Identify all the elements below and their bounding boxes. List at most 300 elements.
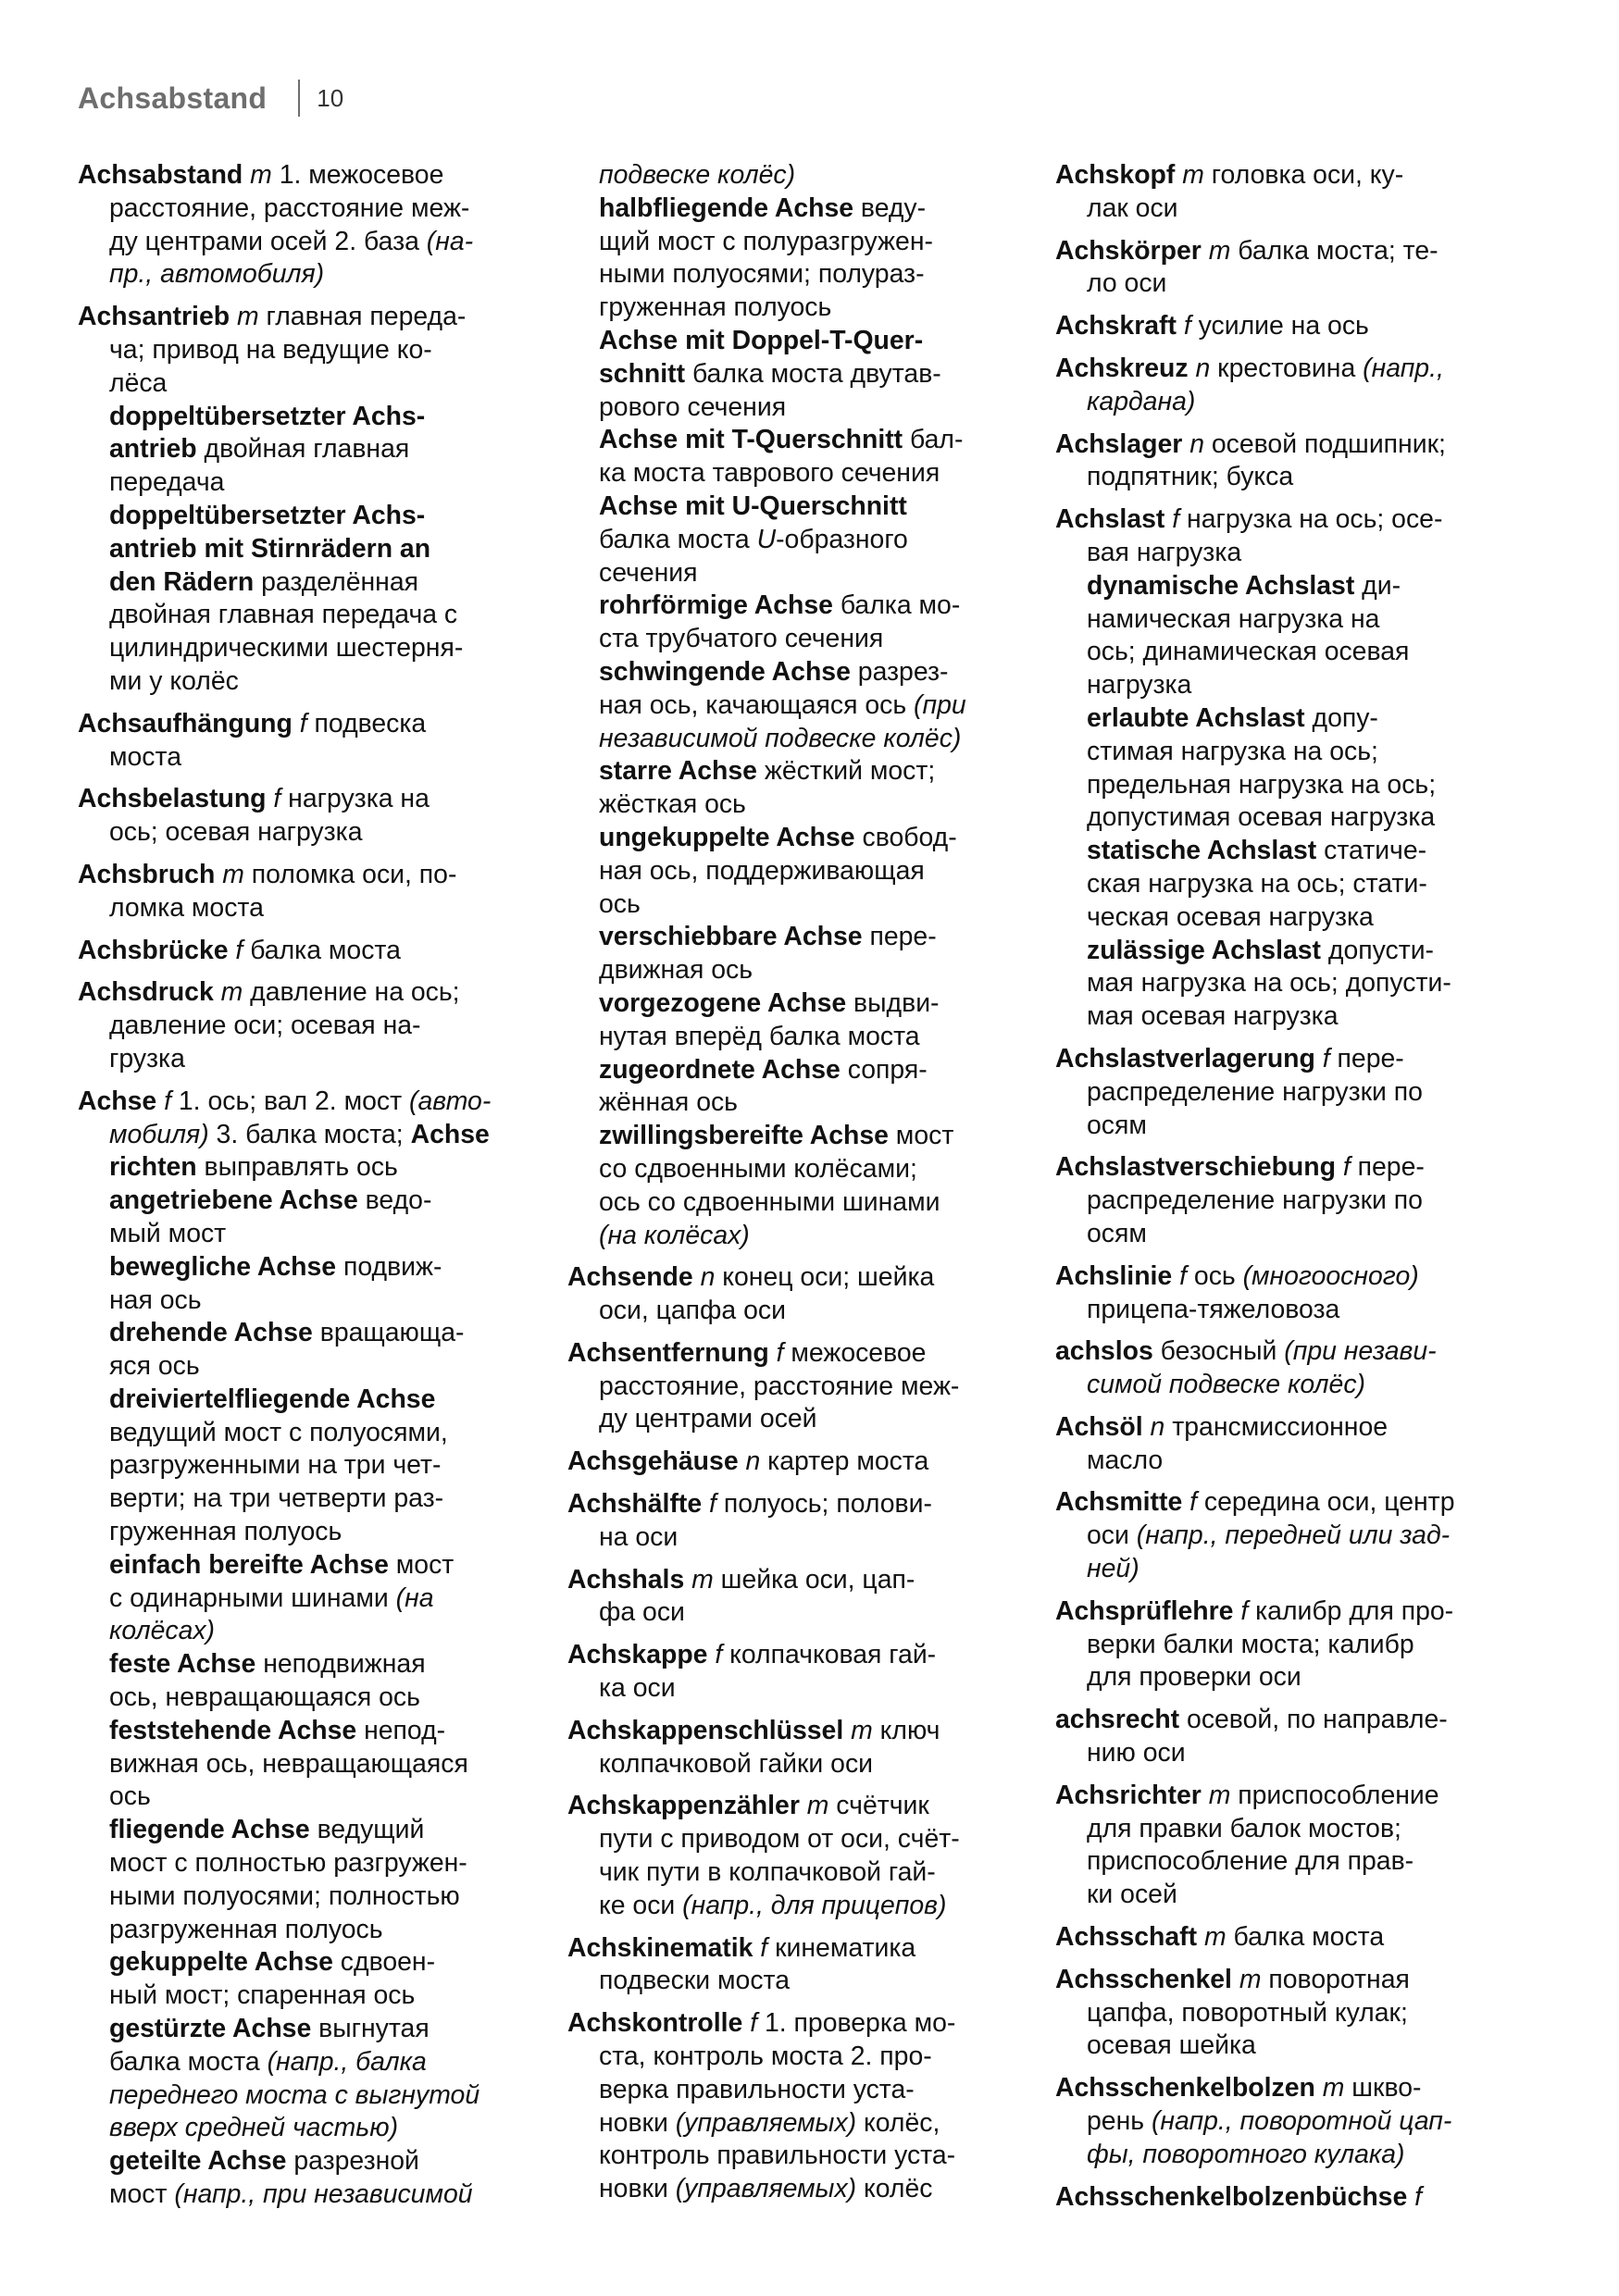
entry-continuation-line: [567, 623, 1003, 656]
translation: ключ: [872, 1715, 940, 1745]
entry-continuation-line: [1055, 1553, 1490, 1586]
headword: geteilte Achse: [109, 2146, 287, 2177]
translation: балка моста: [1226, 1922, 1385, 1953]
translation: моста: [109, 741, 181, 772]
translation: [1232, 1965, 1239, 1994]
entry-continuation-line: [567, 1186, 1003, 1220]
translation: намическая нагрузка на: [1087, 603, 1380, 634]
grammar-or-note: U: [756, 524, 777, 554]
entry-continuation-line: [1055, 1997, 1490, 2030]
translation: мост: [388, 1549, 455, 1580]
entry-continuation-line: [1055, 2139, 1490, 2172]
grammar-or-note: f: [273, 784, 281, 814]
entry-continuation-line: [567, 822, 1003, 855]
headword: Achskappenschlüssel: [567, 1715, 844, 1745]
grammar-or-note: m: [236, 302, 259, 332]
entry-line: [78, 935, 513, 968]
headword: feststehende Achse: [109, 1715, 357, 1745]
translation: оси, цапфа оси: [599, 1296, 786, 1326]
headword: statische Achslast: [1087, 836, 1317, 866]
headword: den Rädern: [109, 566, 255, 597]
entry-continuation-line: [567, 723, 1003, 756]
entry-line: [78, 859, 513, 892]
translation: ми у колёс: [109, 665, 239, 696]
entry-line: [1055, 1043, 1490, 1076]
translation: головка оси, ку-: [1203, 160, 1404, 190]
entry-continuation-line: [78, 1648, 513, 1682]
grammar-or-note: (на: [395, 1582, 434, 1613]
grammar-or-note: m: [220, 977, 243, 1008]
grammar-or-note: f: [1189, 1487, 1198, 1518]
entry-line: [78, 301, 513, 334]
translation: ось; динамическая осевая: [1087, 637, 1410, 667]
entry-line: [567, 1337, 1003, 1371]
entry-line: [78, 708, 513, 741]
translation: ди-: [1354, 570, 1401, 601]
entry-continuation-line: [567, 1856, 1003, 1890]
translation: [1182, 1487, 1189, 1517]
translation: новки: [599, 2174, 676, 2204]
entry-line: [567, 1932, 1003, 1966]
translation: осям: [1087, 1110, 1147, 1140]
translation: оси: [1087, 1520, 1137, 1551]
grammar-or-note: (авто-: [408, 1086, 492, 1116]
translation: рового сечения: [599, 391, 787, 422]
grammar-or-note: (на колёсах): [599, 1220, 750, 1250]
grammar-or-note: f: [750, 2008, 758, 2039]
entry-continuation-line: [567, 358, 1003, 391]
translation: ными полуосями; полностью: [109, 1880, 460, 1911]
entry-line: [1055, 2072, 1490, 2105]
headword: Achsantrieb: [78, 302, 230, 332]
translation: вижная ось, невращающаяся: [109, 1748, 468, 1779]
entry-continuation-line: [1055, 603, 1490, 637]
translation: расстояние, расстояние меж-: [599, 1371, 960, 1401]
headword: antrieb: [109, 434, 197, 465]
grammar-or-note: n: [1189, 428, 1204, 459]
entry-continuation-line: [567, 2173, 1003, 2206]
translation: ный мост; спаренная ось: [109, 1980, 416, 2011]
grammar-or-note: (напр., при независимой: [174, 2179, 473, 2210]
translation: давление на ось;: [243, 977, 460, 1008]
translation: стимая нагрузка на ось;: [1087, 736, 1378, 766]
translation: [1197, 1922, 1204, 1952]
translation: балка моста; те-: [1230, 235, 1438, 266]
headword: ungekuppelte Achse: [599, 822, 855, 852]
translation: разрез-: [850, 656, 949, 687]
entry-continuation-line: [78, 1946, 513, 1980]
entry-line: [567, 1488, 1003, 1521]
entry-continuation-line: [567, 1371, 1003, 1404]
headword: Achslast: [1055, 504, 1165, 535]
entry-continuation-line: [1055, 1629, 1490, 1662]
headword: achsrecht: [1055, 1705, 1180, 1735]
translation: осям: [1087, 1218, 1147, 1248]
headword: Achsbrücke: [78, 935, 229, 965]
translation: верки балки моста; калибр: [1087, 1629, 1414, 1659]
entry-continuation-line: [78, 1748, 513, 1781]
entry-continuation-line: [78, 1285, 513, 1318]
grammar-or-note: n: [1150, 1411, 1165, 1442]
translation: распределение нагрузки по: [1087, 1185, 1423, 1216]
entry-continuation-line: [78, 1615, 513, 1648]
headword: dreiviertelfliegende Achse: [109, 1384, 436, 1414]
entry-continuation-line: [78, 1781, 513, 1814]
headword: doppeltübersetzter Achs-: [109, 401, 426, 431]
grammar-or-note: (управляемых): [675, 2107, 857, 2138]
entry-continuation-line: [78, 1914, 513, 1947]
entry-line: [1055, 1704, 1490, 1737]
entry-continuation-line: [1055, 2105, 1490, 2139]
translation: для проверки оси: [1087, 1662, 1301, 1693]
entry-continuation-line: [78, 1010, 513, 1043]
translation: распределение нагрузки по: [1087, 1076, 1423, 1107]
translation: выгнутая: [311, 2014, 430, 2044]
entry-continuation-line: [78, 226, 513, 259]
entry-line: [1055, 1486, 1490, 1520]
entry-line: [1055, 1335, 1490, 1369]
grammar-or-note: (многоосного): [1242, 1260, 1419, 1291]
translation: приспособление: [1230, 1780, 1439, 1810]
translation: ду центрами осей: [599, 1404, 817, 1434]
entry-continuation-line: [1055, 570, 1490, 603]
headword: Achsrichter: [1055, 1780, 1202, 1810]
entry-continuation-line: [78, 665, 513, 699]
entry-continuation-line: [1055, 1110, 1490, 1143]
translation: прицепа-тяжеловоза: [1087, 1294, 1340, 1324]
grammar-or-note: (напр.,: [1363, 353, 1444, 383]
grammar-or-note: переднего моста с выгнутой: [109, 2079, 480, 2110]
entry-continuation-line: [567, 1890, 1003, 1923]
translation: нию оси: [1087, 1738, 1186, 1769]
entry-continuation-line: [78, 599, 513, 632]
translation: колпачковой гайки оси: [599, 1748, 874, 1779]
entry-continuation-line: [1055, 1845, 1490, 1879]
translation: ду центрами осей 2. база: [109, 226, 427, 256]
headword: Achsmitte: [1055, 1487, 1183, 1518]
translation: ведо-: [357, 1185, 432, 1216]
grammar-or-note: (напр., балка: [267, 2046, 427, 2077]
entry-continuation-line: [567, 1965, 1003, 1998]
translation: [1407, 2182, 1414, 2212]
translation: балка моста: [109, 2046, 268, 2077]
translation: балка мо-: [832, 590, 961, 621]
grammar-or-note: f: [1240, 1595, 1249, 1626]
headword: rohrförmige Achse: [599, 590, 833, 621]
translation: балка моста: [599, 524, 757, 554]
translation: со сдвоенными колёсами;: [599, 1153, 917, 1184]
entry-continuation-line: [1055, 935, 1490, 968]
entry-continuation-line: [1055, 386, 1490, 419]
translation: разгруженными на три чет-: [109, 1450, 442, 1481]
entry-line: [567, 1261, 1003, 1295]
translation: подвески моста: [599, 1966, 790, 1996]
entry-continuation-line: [1055, 1076, 1490, 1110]
entry-continuation-line: [78, 1483, 513, 1516]
translation: картер моста: [760, 1446, 929, 1477]
headword: erlaubte Achslast: [1087, 702, 1305, 733]
entry-continuation-line: [567, 788, 1003, 822]
translation: ось: [599, 888, 641, 919]
entry-continuation-line: [567, 192, 1003, 226]
headword: achslos: [1055, 1336, 1153, 1367]
translation: ось; осевая нагрузка: [109, 817, 363, 848]
entry-continuation-line: [567, 2041, 1003, 2074]
translation: [702, 1489, 709, 1519]
translation: расстояние, расстояние меж-: [109, 192, 470, 223]
entry-continuation-line: [78, 566, 513, 600]
entry-continuation-line: [1055, 636, 1490, 669]
translation: мост с полностью разгружен-: [109, 1848, 467, 1879]
entry-continuation-line: [78, 533, 513, 566]
translation: [215, 860, 222, 889]
translation: пути с приводом от оси, счёт-: [599, 1824, 960, 1855]
translation: ло оси: [1087, 268, 1167, 299]
translation: движная ось: [599, 955, 753, 986]
headword: Achskinematik: [567, 1932, 753, 1963]
page-number: 10: [317, 83, 344, 112]
headword: schnitt: [599, 358, 686, 389]
entry-continuation-line: [78, 1417, 513, 1450]
entry-line: [1055, 353, 1490, 386]
translation: грузка: [109, 1043, 185, 1074]
running-head: [78, 78, 343, 118]
entry-continuation-line: [567, 755, 1003, 788]
grammar-or-note: f: [709, 1489, 716, 1520]
translation: мост: [888, 1121, 954, 1151]
headword: vorgezogene Achse: [599, 987, 847, 1018]
entry-continuation-line: [567, 2074, 1003, 2107]
translation: ными полуосями; полураз-: [599, 259, 925, 290]
translation: [1202, 236, 1209, 266]
translation: веду-: [853, 192, 927, 223]
translation: ча; привод на ведущие ко-: [109, 334, 432, 365]
entry-continuation-line: [1055, 669, 1490, 702]
headword: starre Achse: [599, 756, 757, 787]
entry-continuation-line: [78, 632, 513, 665]
entry-continuation-line: [78, 1043, 513, 1076]
grammar-or-note: f: [1172, 504, 1180, 535]
translation: груженная полуось: [599, 292, 832, 323]
entry-continuation-line: [567, 159, 1003, 192]
translation: мая нагрузка на ось; допусти-: [1087, 968, 1451, 999]
entry-continuation-line: [1055, 1218, 1490, 1251]
translation: жёсткая ось: [599, 789, 746, 820]
headword: einfach bereifte Achse: [109, 1549, 389, 1580]
translation: [693, 1262, 701, 1292]
translation: передача: [109, 467, 225, 498]
headword: Achsöl: [1055, 1411, 1143, 1442]
entry-continuation-line: [78, 816, 513, 850]
translation: [1315, 1044, 1323, 1074]
translation: допустимая осевая нагрузка: [1087, 802, 1436, 833]
translation: [1315, 2073, 1323, 2103]
translation: сдвоен-: [332, 1947, 436, 1978]
grammar-or-note: m: [250, 160, 272, 190]
translation: с одинарными шинами: [109, 1582, 396, 1613]
entry-continuation-line: [78, 2145, 513, 2178]
translation: статиче-: [1316, 836, 1427, 866]
entry-continuation-line: [567, 921, 1003, 954]
grammar-or-note: f: [715, 1640, 723, 1670]
entry-continuation-line: [1055, 901, 1490, 935]
grammar-or-note: m: [1182, 160, 1204, 190]
entry-continuation-line: [567, 1596, 1003, 1630]
grammar-or-note: (напр., поворотной цап-: [1151, 2106, 1452, 2137]
entry-continuation-line: [567, 557, 1003, 590]
translation: фа оси: [599, 1597, 685, 1628]
translation: [1202, 1781, 1209, 1810]
entry-continuation-line: [78, 2178, 513, 2212]
translation: колёс: [856, 2174, 933, 2204]
translation: [1143, 1412, 1151, 1442]
entry-continuation-line: [1055, 801, 1490, 835]
entry-continuation-line: [567, 258, 1003, 292]
entry-continuation-line: [567, 954, 1003, 987]
translation: приспособление для прав-: [1087, 1846, 1414, 1877]
entry-continuation-line: [567, 1120, 1003, 1153]
headword: Achse: [78, 1086, 157, 1116]
translation: разгруженная полуось: [109, 1914, 383, 1944]
entry-line: [78, 783, 513, 816]
headword: dynamische Achslast: [1087, 570, 1355, 601]
translation: межосевое: [783, 1337, 927, 1368]
grammar-or-note: (при незави-: [1284, 1336, 1437, 1367]
grammar-or-note: m: [806, 1791, 829, 1821]
entry-continuation-line: [567, 457, 1003, 490]
grammar-or-note: мобиля): [109, 1119, 209, 1149]
headword: antrieb mit Stirnrädern an: [109, 533, 431, 564]
translation: мый мост: [109, 1218, 227, 1248]
translation: бал-: [903, 425, 964, 455]
headword: Achsbelastung: [78, 784, 267, 814]
translation: щий мост с полуразгружен-: [599, 226, 933, 256]
grammar-or-note: f: [164, 1086, 171, 1116]
translation: чик пути в колпачковой гай-: [599, 1857, 936, 1888]
headword: verschiebbare Achse: [599, 922, 863, 952]
entry-continuation-line: [567, 689, 1003, 723]
headword: Achskörper: [1055, 235, 1202, 266]
translation: контроль правильности уста-: [599, 2141, 956, 2171]
headword: gekuppelte Achse: [109, 1947, 333, 1978]
entry-continuation-line: [78, 892, 513, 925]
entry-continuation-line: [78, 1880, 513, 1914]
entry-continuation-line: [1055, 1661, 1490, 1694]
translation: разрезной: [286, 2146, 419, 2177]
entry-continuation-line: [78, 2046, 513, 2079]
entry-continuation-line: [1055, 461, 1490, 494]
entry-line: [1055, 1595, 1490, 1629]
translation: выправлять ось: [196, 1152, 398, 1183]
translation: ломка моста: [109, 892, 264, 923]
translation: усилие на ось: [1190, 311, 1369, 341]
entry-line: [1055, 2181, 1490, 2215]
entry-line: [1055, 1964, 1490, 1997]
headword: zulässige Achslast: [1087, 935, 1321, 965]
entry-continuation-line: [1055, 1294, 1490, 1327]
headword: Achskopf: [1055, 160, 1176, 190]
entry-continuation-line: [1055, 868, 1490, 901]
translation: [156, 1086, 164, 1116]
translation: ная ось, качающаяся ось: [599, 689, 915, 720]
translation: груженная полуось: [109, 1517, 342, 1547]
translation: нагрузка на: [280, 784, 430, 814]
headword: Achskreuz: [1055, 353, 1189, 383]
headword: Achsbruch: [78, 859, 216, 889]
entry-continuation-line: [1055, 267, 1490, 301]
grammar-or-note: n: [745, 1446, 761, 1477]
grammar-or-note: m: [1203, 1922, 1227, 1953]
headword: halbfliegende Achse: [599, 192, 854, 223]
entry-continuation-line: [567, 1220, 1003, 1253]
translation: [1336, 1152, 1343, 1182]
entry-continuation-line: [78, 1119, 513, 1152]
translation: неподвижная: [255, 1649, 426, 1680]
entry-continuation-line: [567, 490, 1003, 524]
translation: конец оси; шейка: [715, 1262, 935, 1293]
translation: осевая шейка: [1087, 2030, 1256, 2061]
entry-continuation-line: [78, 466, 513, 500]
translation: поломка оси, по-: [243, 859, 457, 889]
grammar-or-note: (напр., передней или зад-: [1136, 1520, 1451, 1551]
entry-line: [1055, 310, 1490, 343]
translation: [739, 1446, 746, 1476]
entry-continuation-line: [78, 1384, 513, 1417]
column-3: [1055, 159, 1490, 2214]
translation: рень: [1087, 2106, 1152, 2137]
headword: Achse mit Doppel-T-Quer-: [599, 325, 924, 355]
grammar-or-note: симой подвеске колёс): [1087, 1370, 1365, 1400]
entry-continuation-line: [567, 1672, 1003, 1706]
entry-continuation-line: [78, 1151, 513, 1185]
translation: -образного: [776, 524, 908, 554]
entry-continuation-line: [567, 1086, 1003, 1120]
translation: вая нагрузка: [1087, 537, 1242, 567]
entry-line: [567, 1446, 1003, 1479]
translation: сечения: [599, 557, 698, 588]
translation: ста трубчатого сечения: [599, 624, 884, 654]
entry-continuation-line: [78, 1317, 513, 1350]
entry-continuation-line: [1055, 702, 1490, 736]
translation: двойная главная: [196, 434, 410, 465]
entry-continuation-line: [1055, 1000, 1490, 1034]
entry-line: [1055, 1411, 1490, 1445]
translation: верти; на три четверти раз-: [109, 1483, 444, 1514]
entry-continuation-line: [1055, 835, 1490, 868]
headword: Achslastverschiebung: [1055, 1152, 1336, 1183]
headword: drehende Achse: [109, 1318, 313, 1348]
entry-continuation-line: [78, 334, 513, 367]
entry-continuation-line: [1055, 2029, 1490, 2063]
translation: ось со сдвоенными шинами: [599, 1186, 940, 1217]
headword: zwillingsbereifte Achse: [599, 1121, 889, 1151]
translation: поворотная: [1261, 1964, 1410, 1994]
entry-continuation-line: [1055, 537, 1490, 570]
translation: ведущий мост с полуосями,: [109, 1417, 448, 1447]
entry-continuation-line: [567, 1748, 1003, 1781]
grammar-or-note: f: [1179, 1260, 1188, 1291]
entry-continuation-line: [78, 1682, 513, 1715]
entry-continuation-line: [78, 1185, 513, 1218]
translation: мост: [109, 2179, 175, 2210]
translation: непод-: [356, 1715, 446, 1745]
headword: fliegende Achse: [109, 1815, 310, 1845]
entry-continuation-line: [78, 1449, 513, 1483]
translation: цилиндрическими шестерня-: [109, 633, 464, 664]
translation: [293, 709, 300, 738]
entry-line: [1055, 1151, 1490, 1185]
translation: ведущий: [309, 1815, 425, 1845]
